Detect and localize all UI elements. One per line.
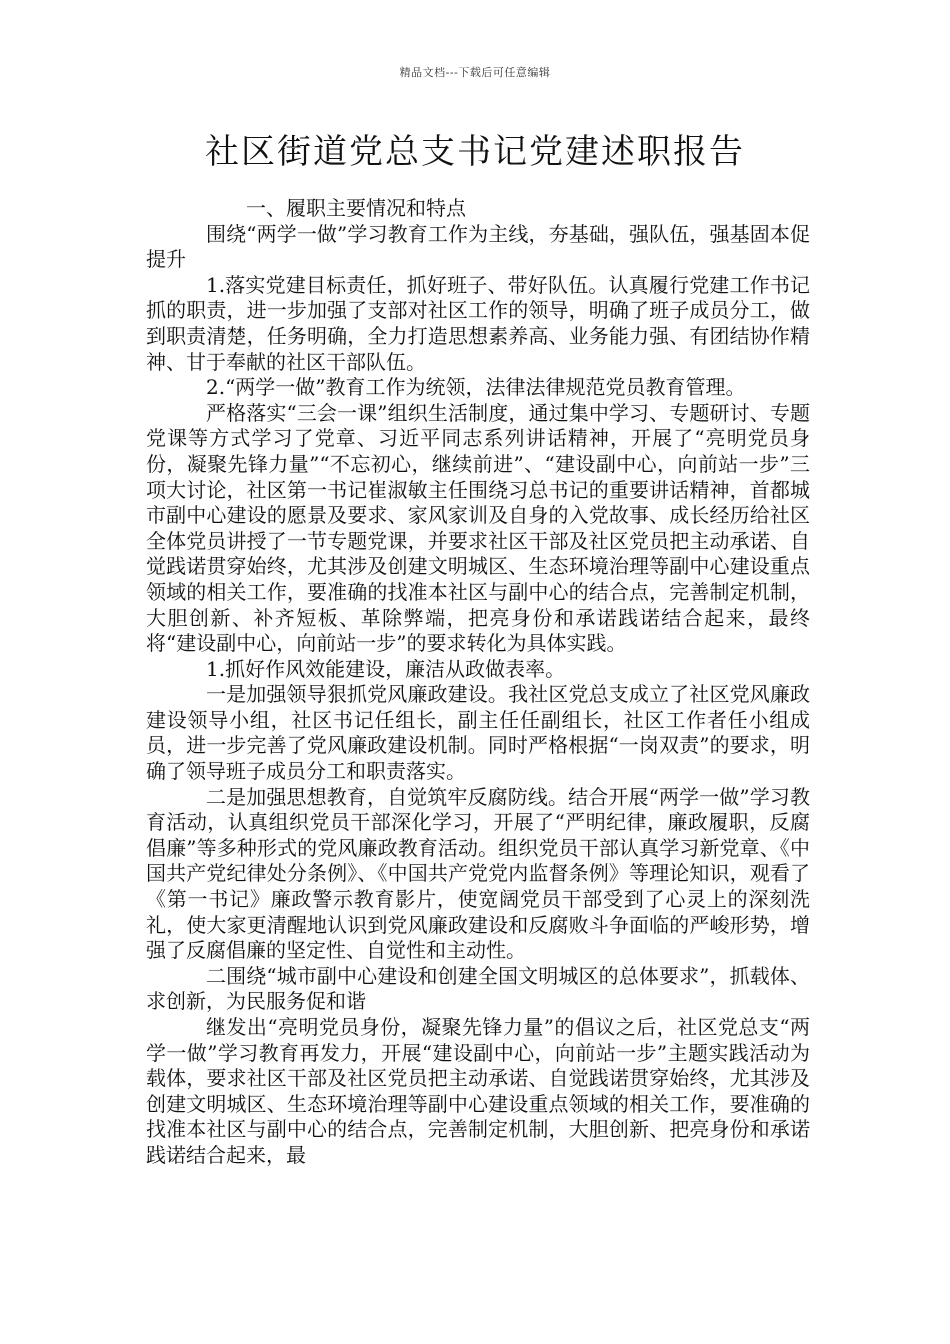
paragraph: 继发出“亮明党员身份，凝聚先锋力量”的倡议之后，社区党总支“两学一做”学习教育再发力，开展“建设副中心，向前站一步”主题实践活动为载体，要求社区干部及社区党员把主动承诺、自觉践诺贯穿始终，尤其涉及创建文明城区、生态环境治理等副中心建设重点领域的相关工作，要准确的找准本社区与副中心的结合点，完善制定机制，大胆创新、把亮身份和承诺践诺结合起来，最	[146, 1015, 810, 1167]
paragraph: 2.“两学一做”教育工作为统领，法律法律规范党员教育管理。	[206, 375, 746, 400]
paragraph: 一是加强领导狠抓党风廉政建设。我社区党总支成立了社区党风廉政建设领导小组，社区书记任组长，副主任任副组长，社区工作者任小组成员，进一步完善了党风廉政建设机制。同时严格根据“一岗双责”的要求，明确了领导班子成员分工和职责落实。	[146, 682, 810, 784]
paragraph: 围绕“两学一做”学习教育工作为主线，夯基础，强队伍，强基固本促提升	[146, 221, 810, 272]
section-heading: 一、履职主要情况和特点	[246, 196, 466, 220]
paragraph: 1.落实党建目标责任，抓好班子、带好队伍。认真履行党建工作书记抓的职责，进一步加强了支部对社区工作的领导，明确了班子成员分工，做到职责清楚，任务明确，全力打造思想素养高、业务能力强、有团结协作精神、甘于奉献的社区干部队伍。	[146, 272, 810, 374]
paragraph: 1.抓好作风效能建设，廉洁从政做表率。	[206, 656, 566, 681]
header-note: 精品文档---下载后可任意编辑	[399, 66, 551, 79]
document-body	[146, 196, 810, 1169]
paragraph: 二围绕“城市副中心建设和创建全国文明城区的总体要求”，抓载体、求创新，为民服务促和谐	[146, 963, 810, 1014]
paragraph: 二是加强思想教育，自觉筑牢反腐防线。结合开展“两学一做”学习教育活动，认真组织党员干部深化学习，开展了“严明纪律，廉政履职，反腐倡廉”等多种形式的党风廉政教育活动。组织党员干部认真学习新党章、《中国共产党纪律处分条例》、《中国共产党党内监督条例》等理论知识，观看了《第一书记》廉政警示教育影片，使宽阔党员干部受到了心灵上的深刻洗礼，使大家更清醒地认识到党风廉政建设和反腐败斗争面临的严峻形势，增强了反腐倡廉的坚定性、自觉性和主动性。	[146, 784, 810, 963]
document-title: 社区街道党总支书记党建述职报告	[205, 132, 745, 172]
paragraph: 严格落实“三会一课”组织生活制度，通过集中学习、专题研讨、专题党课等方式学习了党章、习近平同志系列讲话精神，开展了“亮明党员身份，凝聚先锋力量”“不忘初心，继续前进”、“建设副中心，向前站一步”三项大讨论，社区第一书记崔淑敏主任围绕习总书记的重要讲话精神，首都城市副中心建设的愿景及要求、家风家训及自身的入党故事、成长经历给社区全体党员讲授了一节专题党课，并要求社区干部及社区党员把主动承诺、自觉践诺贯穿始终，尤其涉及创建文明城区、生态环境治理等副中心建设重点领域的相关工作，要准确的找准本社区与副中心的结合点，完善制定机制，大胆创新、补齐短板、革除弊端，把亮身份和承诺践诺结合起来，最终将“建设副中心，向前站一步”的要求转化为具体实践。	[146, 400, 810, 656]
